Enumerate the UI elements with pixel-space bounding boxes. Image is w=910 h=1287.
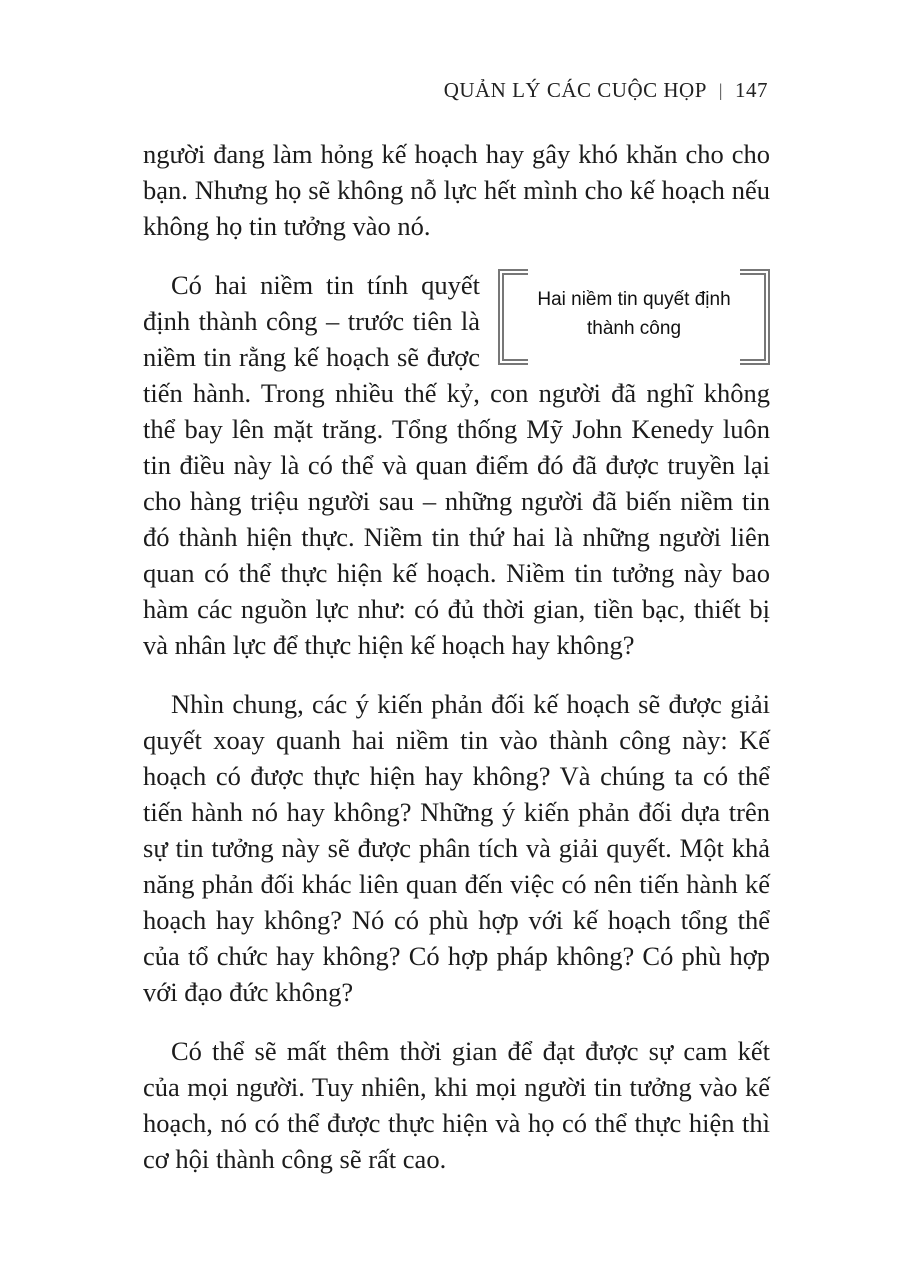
running-title: QUẢN LÝ CÁC CUỘC HỌP [443, 78, 707, 102]
pull-quote-box [498, 269, 770, 365]
paragraph-4: Có thể sẽ mất thêm thời gian để đạt được sự cam kết của mọi người. Tuy nhiên, khi mọi người tin tưởng vào kế hoạch, nó có thể được thực hiện và họ có thể thực hiện thì cơ hội thành công sẽ rất cao. [143, 1036, 770, 1174]
header-separator: | [718, 80, 723, 100]
running-header [444, 78, 768, 103]
paragraph-3: Nhìn chung, các ý kiến phản đối kế hoạch sẽ được giải quyết xoay quanh hai niềm tin vào thành công này: Kế hoạch có được thực hiện hay không? Và chúng ta có thể tiến hành nó hay không? Những ý kiến phản đối dựa trên sự tin tưởng này sẽ được phân tích và giải quyết. Một khả năng phản đối khác liên quan đến việc có nên tiến hành kế hoạch hay không? Nó có phù hợp với kế hoạch tổng thể của tổ chức hay không? Có hợp pháp không? Có phù hợp với đạo đức không? [143, 689, 770, 1007]
pull-quote-line-1: Hai niềm tin quyết định [537, 289, 731, 310]
pull-quote-line-2: thành công [586, 318, 682, 339]
page-number: 147 [735, 78, 768, 102]
body-text [143, 136, 770, 1200]
paragraph-1: người đang làm hỏng kế hoạch hay gây khó khăn cho cho bạn. Nhưng họ sẽ không nỗ lực hết mình cho kế hoạch nếu không họ tin tưởng vào nó. [143, 139, 770, 241]
right-bracket-decoration [740, 269, 770, 365]
paragraph-2 [143, 267, 770, 663]
left-bracket-decoration [498, 269, 528, 365]
pull-quote-text [528, 285, 740, 343]
paragraph-2-text: Có hai niềm tin tính quyết định thành công – trước tiên là niềm tin rằng kế hoạch sẽ được tiến hành. Trong nhiều thế kỷ, con người đã nghĩ không thể bay lên mặt trăng. Tổng thống Mỹ John Kenedy luôn tin điều này là có thể và quan điểm đó đã được truyền lại cho hàng triệu người sau – những người đã biến niềm tin đó thành hiện thực. Niềm tin thứ hai là những người liên quan có thể thực hiện kế hoạch. Niềm tin tưởng này bao hàm các nguồn lực như: có đủ thời gian, tiền bạc, thiết bị và nhân lực để thực hiện kế hoạch hay không? [143, 270, 770, 660]
